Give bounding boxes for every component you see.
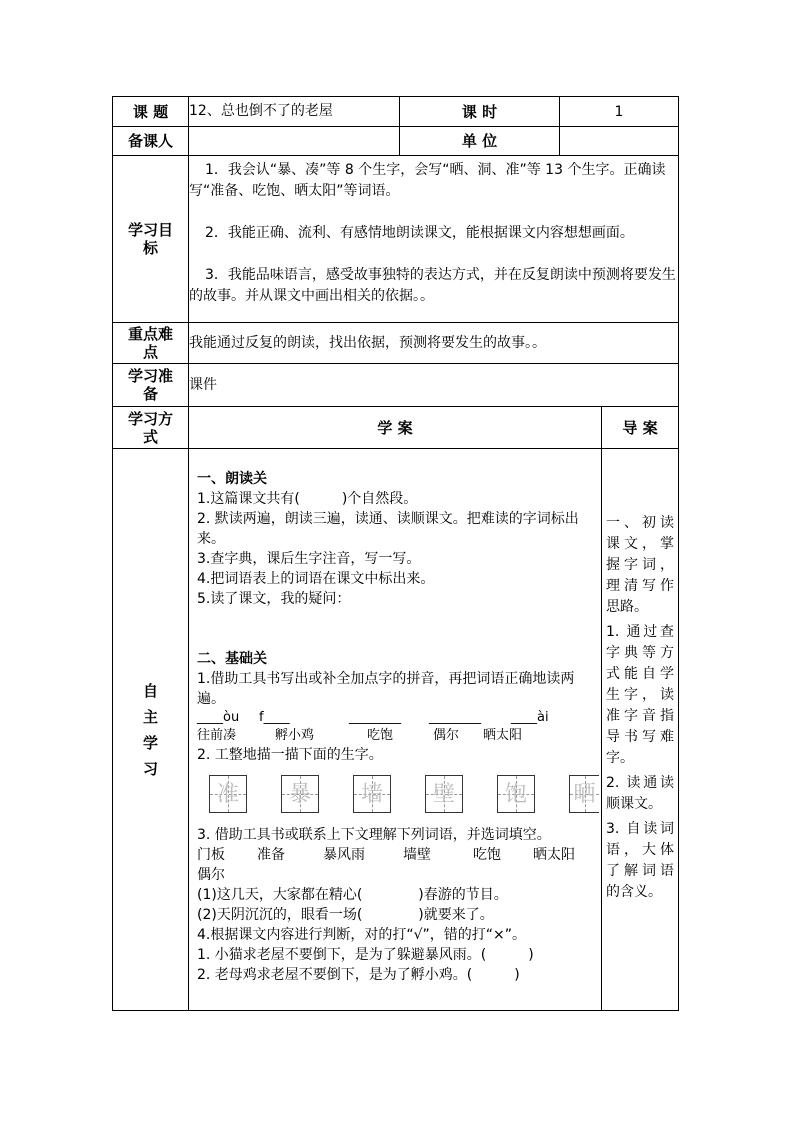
prep-text: 课件	[189, 364, 679, 407]
vocab-row	[197, 845, 595, 865]
goal-item: 1．我会认“暴、凑”等 8 个生字，会写“晒、洞、准”等 13 个生字。正确读写“准备、吃饱、晒太阳”等词语。	[189, 162, 666, 199]
pinyin-blank[interactable]: ____ài	[511, 710, 549, 725]
goals-label-text: 学习目标	[127, 221, 173, 257]
plan-header: 学 案	[189, 407, 602, 449]
goals-content	[189, 156, 679, 323]
tracing-char: 墙	[360, 782, 383, 807]
pinyin-blank[interactable]: ________	[349, 710, 401, 725]
word: 吃饱	[367, 728, 394, 743]
reading-item: 5.读了课文，我的疑问：	[197, 591, 351, 607]
vocab-word: 吃饱	[473, 847, 501, 863]
word: 往前凑	[197, 728, 237, 743]
key-points-row	[113, 323, 679, 364]
key-points-label-text: 重点难点	[127, 325, 173, 361]
reading-item: 2. 默读两遍，朗读三遍，读通、读顺课文。把难读的字词标出来。	[197, 511, 579, 547]
tracing-char: 准	[216, 782, 239, 807]
guide-item: 3. 自读词语，大体了解词语的含义。	[606, 821, 675, 900]
lesson-plan-table	[112, 96, 679, 1011]
tracing-box[interactable]	[209, 775, 247, 813]
word: 晒太阳	[483, 728, 523, 743]
goals-row	[113, 156, 679, 323]
pinyin-blank[interactable]: ________	[429, 710, 481, 725]
key-points-text: 我能通过反复的朗读，找出依据，预测将要发生的故事。。	[189, 323, 679, 364]
word: 孵小鸡	[275, 728, 315, 743]
self-study-guide	[602, 449, 679, 1011]
basics-q3: 3. 借助工具书或联系上下文理解下列词语，并选词填空。	[197, 827, 551, 843]
reading-item: 1.这篇课文共有( )个自然段。	[197, 491, 418, 507]
method-label-text: 学习方式	[127, 409, 173, 446]
self-study-label	[113, 449, 189, 1011]
self-study-row	[113, 449, 679, 1011]
basics-q2: 2. 工整地描一描下面的生字。	[197, 747, 383, 763]
goals-label	[113, 156, 189, 323]
preparer-label: 备课人	[113, 127, 189, 156]
self-study-label-text: 自主学习	[142, 681, 158, 778]
preparer-row	[113, 127, 679, 156]
pinyin-blank[interactable]: f____	[259, 710, 290, 725]
tracing-box[interactable]	[569, 775, 599, 813]
hours-label: 课 时	[400, 97, 560, 127]
method-row	[113, 407, 679, 449]
key-points-label	[113, 323, 189, 364]
tracing-box[interactable]	[497, 775, 535, 813]
basics-title: 二、基础关	[197, 651, 267, 667]
judge-item: 2. 老母鸡求老屋不要倒下，是为了孵小鸡。( )	[197, 967, 520, 983]
tracing-grid	[209, 775, 595, 813]
prep-row	[113, 364, 679, 407]
basics-q1: 1.借助工具书写出或补全加点字的拼音，再把词语正确地读两遍。	[197, 671, 575, 707]
vocab-word: 晒太阳	[533, 847, 575, 863]
tracing-char: 暴	[288, 782, 311, 807]
tracing-char: 饱	[504, 782, 527, 807]
guide-item: 1. 通过查字典等方式能自学生字，读准字音指导书写难字。	[606, 624, 675, 766]
tracing-box[interactable]	[281, 775, 319, 813]
prep-label-text: 学习准备	[127, 367, 173, 403]
vocab-word: 墙壁	[403, 847, 431, 863]
unit-value	[560, 127, 679, 156]
unit-label: 单 位	[400, 127, 560, 156]
reading-item: 4.把词语表上的词语在课文中标出来。	[197, 571, 435, 587]
pinyin-row	[197, 709, 595, 727]
vocab-word: 准备	[257, 847, 285, 863]
basics-q4: 4.根据课文内容进行判断，对的打“√”，错的打“×”。	[197, 927, 527, 943]
vocab-word: 偶尔	[197, 867, 225, 883]
fill-item: (1)这几天，大家都在精心( )春游的节目。	[197, 887, 508, 903]
tracing-box[interactable]	[353, 775, 391, 813]
goal-item: 3．我能品味语言，感受故事独特的表达方式，并在反复朗读中预测将要发生的故事。并从课文中画出相关的依据。。	[189, 267, 676, 304]
prep-label	[113, 364, 189, 407]
vocab-word: 门板	[197, 847, 225, 863]
vocab-word: 暴风雨	[323, 847, 365, 863]
guide-item: 一、初读课文，掌握字词，理清写作思路。	[606, 515, 675, 615]
word: 偶尔	[433, 728, 460, 743]
preparer-value	[189, 127, 400, 156]
tracing-box[interactable]	[425, 775, 463, 813]
topic-label: 课 题	[113, 97, 189, 127]
tracing-char: 晒	[573, 782, 596, 807]
guide-header: 导 案	[602, 407, 679, 449]
self-study-plan	[189, 449, 602, 1011]
topic-row	[113, 97, 679, 127]
reading-item: 3.查字典，课后生字注音，写一写。	[197, 551, 421, 567]
goal-item: 2．我能正确、流利、有感情地朗读课文，能根据课文内容想想画面。	[205, 225, 634, 241]
judge-item: 1. 小猫求老屋不要倒下，是为了躲避暴风雨。( )	[197, 947, 534, 963]
tracing-char: 壁	[432, 782, 455, 807]
hours-value: 1	[560, 97, 679, 127]
pinyin-blank[interactable]: ____òu	[197, 710, 240, 725]
guide-item: 2. 读通读顺课文。	[606, 775, 675, 812]
method-label	[113, 407, 189, 449]
fill-item: (2)天阴沉沉的，眼看一场( )就要来了。	[197, 907, 494, 923]
reading-title: 一、朗读关	[197, 471, 267, 487]
word-row	[197, 727, 595, 745]
topic-value: 12、总也倒不了的老屋	[189, 97, 400, 127]
